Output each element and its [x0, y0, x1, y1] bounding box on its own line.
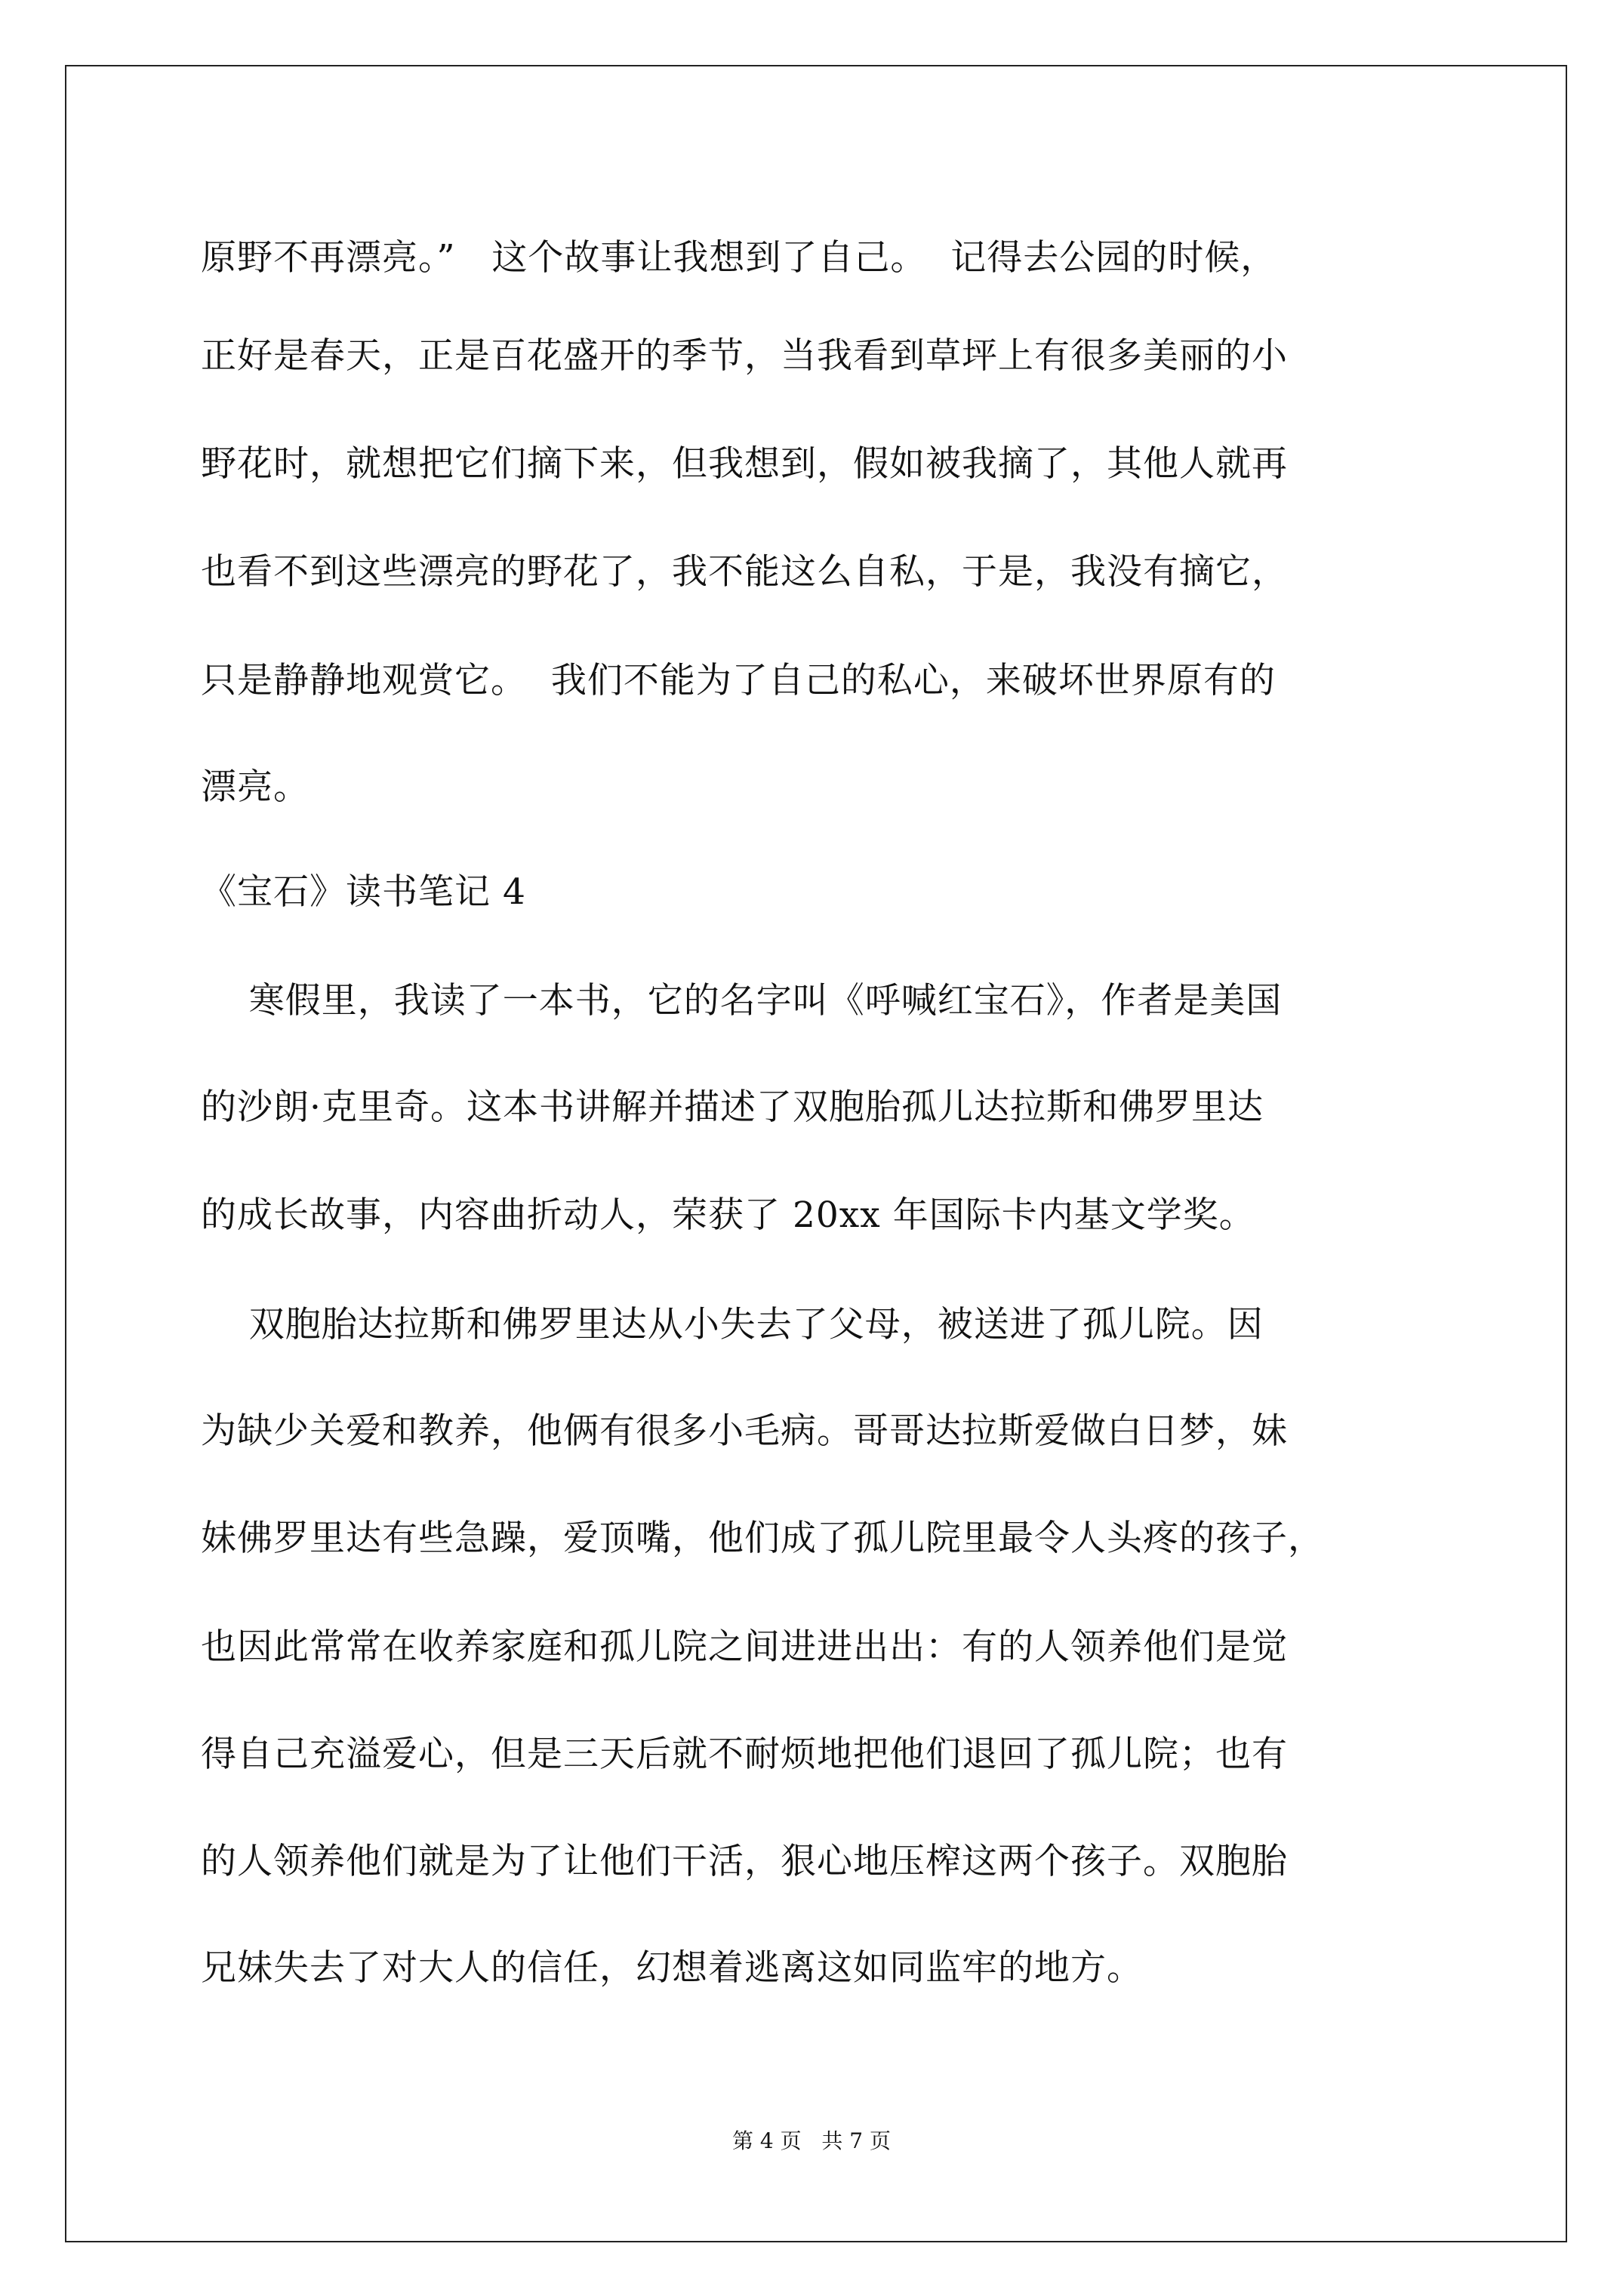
page-footer: 第 4 页 共 7 页: [732, 2128, 891, 2153]
section-heading: 《宝石》读书笔记 4: [201, 871, 526, 913]
text-line-11: 双胞胎达拉斯和佛罗里达从小失去了父母，被送进了孤儿院。因: [201, 1304, 1264, 1345]
text-line-12: 为缺少关爱和教养，他俩有很多小毛病。哥哥达拉斯爱做白日梦，妹: [201, 1410, 1288, 1452]
text-line-3: 野花时，就想把它们摘下来，但我想到，假如被我摘了，其他人就再: [201, 443, 1288, 485]
text-line-10: 的成长故事，内容曲折动人，荣获了 20xx 年国际卡内基文学奖。: [201, 1194, 1255, 1236]
page-border: [65, 65, 1567, 2242]
text-line-8: 寒假里，我读了一本书，它的名字叫《呼喊红宝石》，作者是美国: [201, 980, 1283, 1022]
text-line-15: 得自己充溢爱心，但是三天后就不耐烦地把他们退回了孤儿院；也有: [201, 1734, 1288, 1775]
text-line-2: 正好是春天，正是百花盛开的季节，当我看到草坪上有很多美丽的小: [201, 335, 1288, 377]
text-line-16: 的人领养他们就是为了让他们干活，狠心地压榨这两个孩子。双胞胎: [201, 1841, 1288, 1882]
text-line-13: 妹佛罗里达有些急躁，爱顶嘴，他们成了孤儿院里最令人头疼的孩子，: [201, 1518, 1324, 1559]
text-line-9: 的沙朗·克里奇。这本书讲解并描述了双胞胎孤儿达拉斯和佛罗里达: [201, 1086, 1264, 1128]
text-line-5: 只是静静地观赏它。 我们不能为了自己的私心，来破坏世界原有的: [201, 660, 1276, 701]
text-line-4: 也看不到这些漂亮的野花了，我不能这么自私，于是，我没有摘它，: [201, 551, 1288, 593]
text-line-17: 兄妹失去了对大人的信任，幻想着逃离这如同监牢的地方。: [201, 1947, 1143, 1989]
text-line-6: 漂亮。: [201, 766, 310, 808]
text-line-1: 原野不再漂亮。” 这个故事让我想到了自己。 记得去公园的时候，: [201, 237, 1277, 279]
text-line-14: 也因此常常在收养家庭和孤儿院之间进进出出：有的人领养他们是觉: [201, 1626, 1288, 1668]
